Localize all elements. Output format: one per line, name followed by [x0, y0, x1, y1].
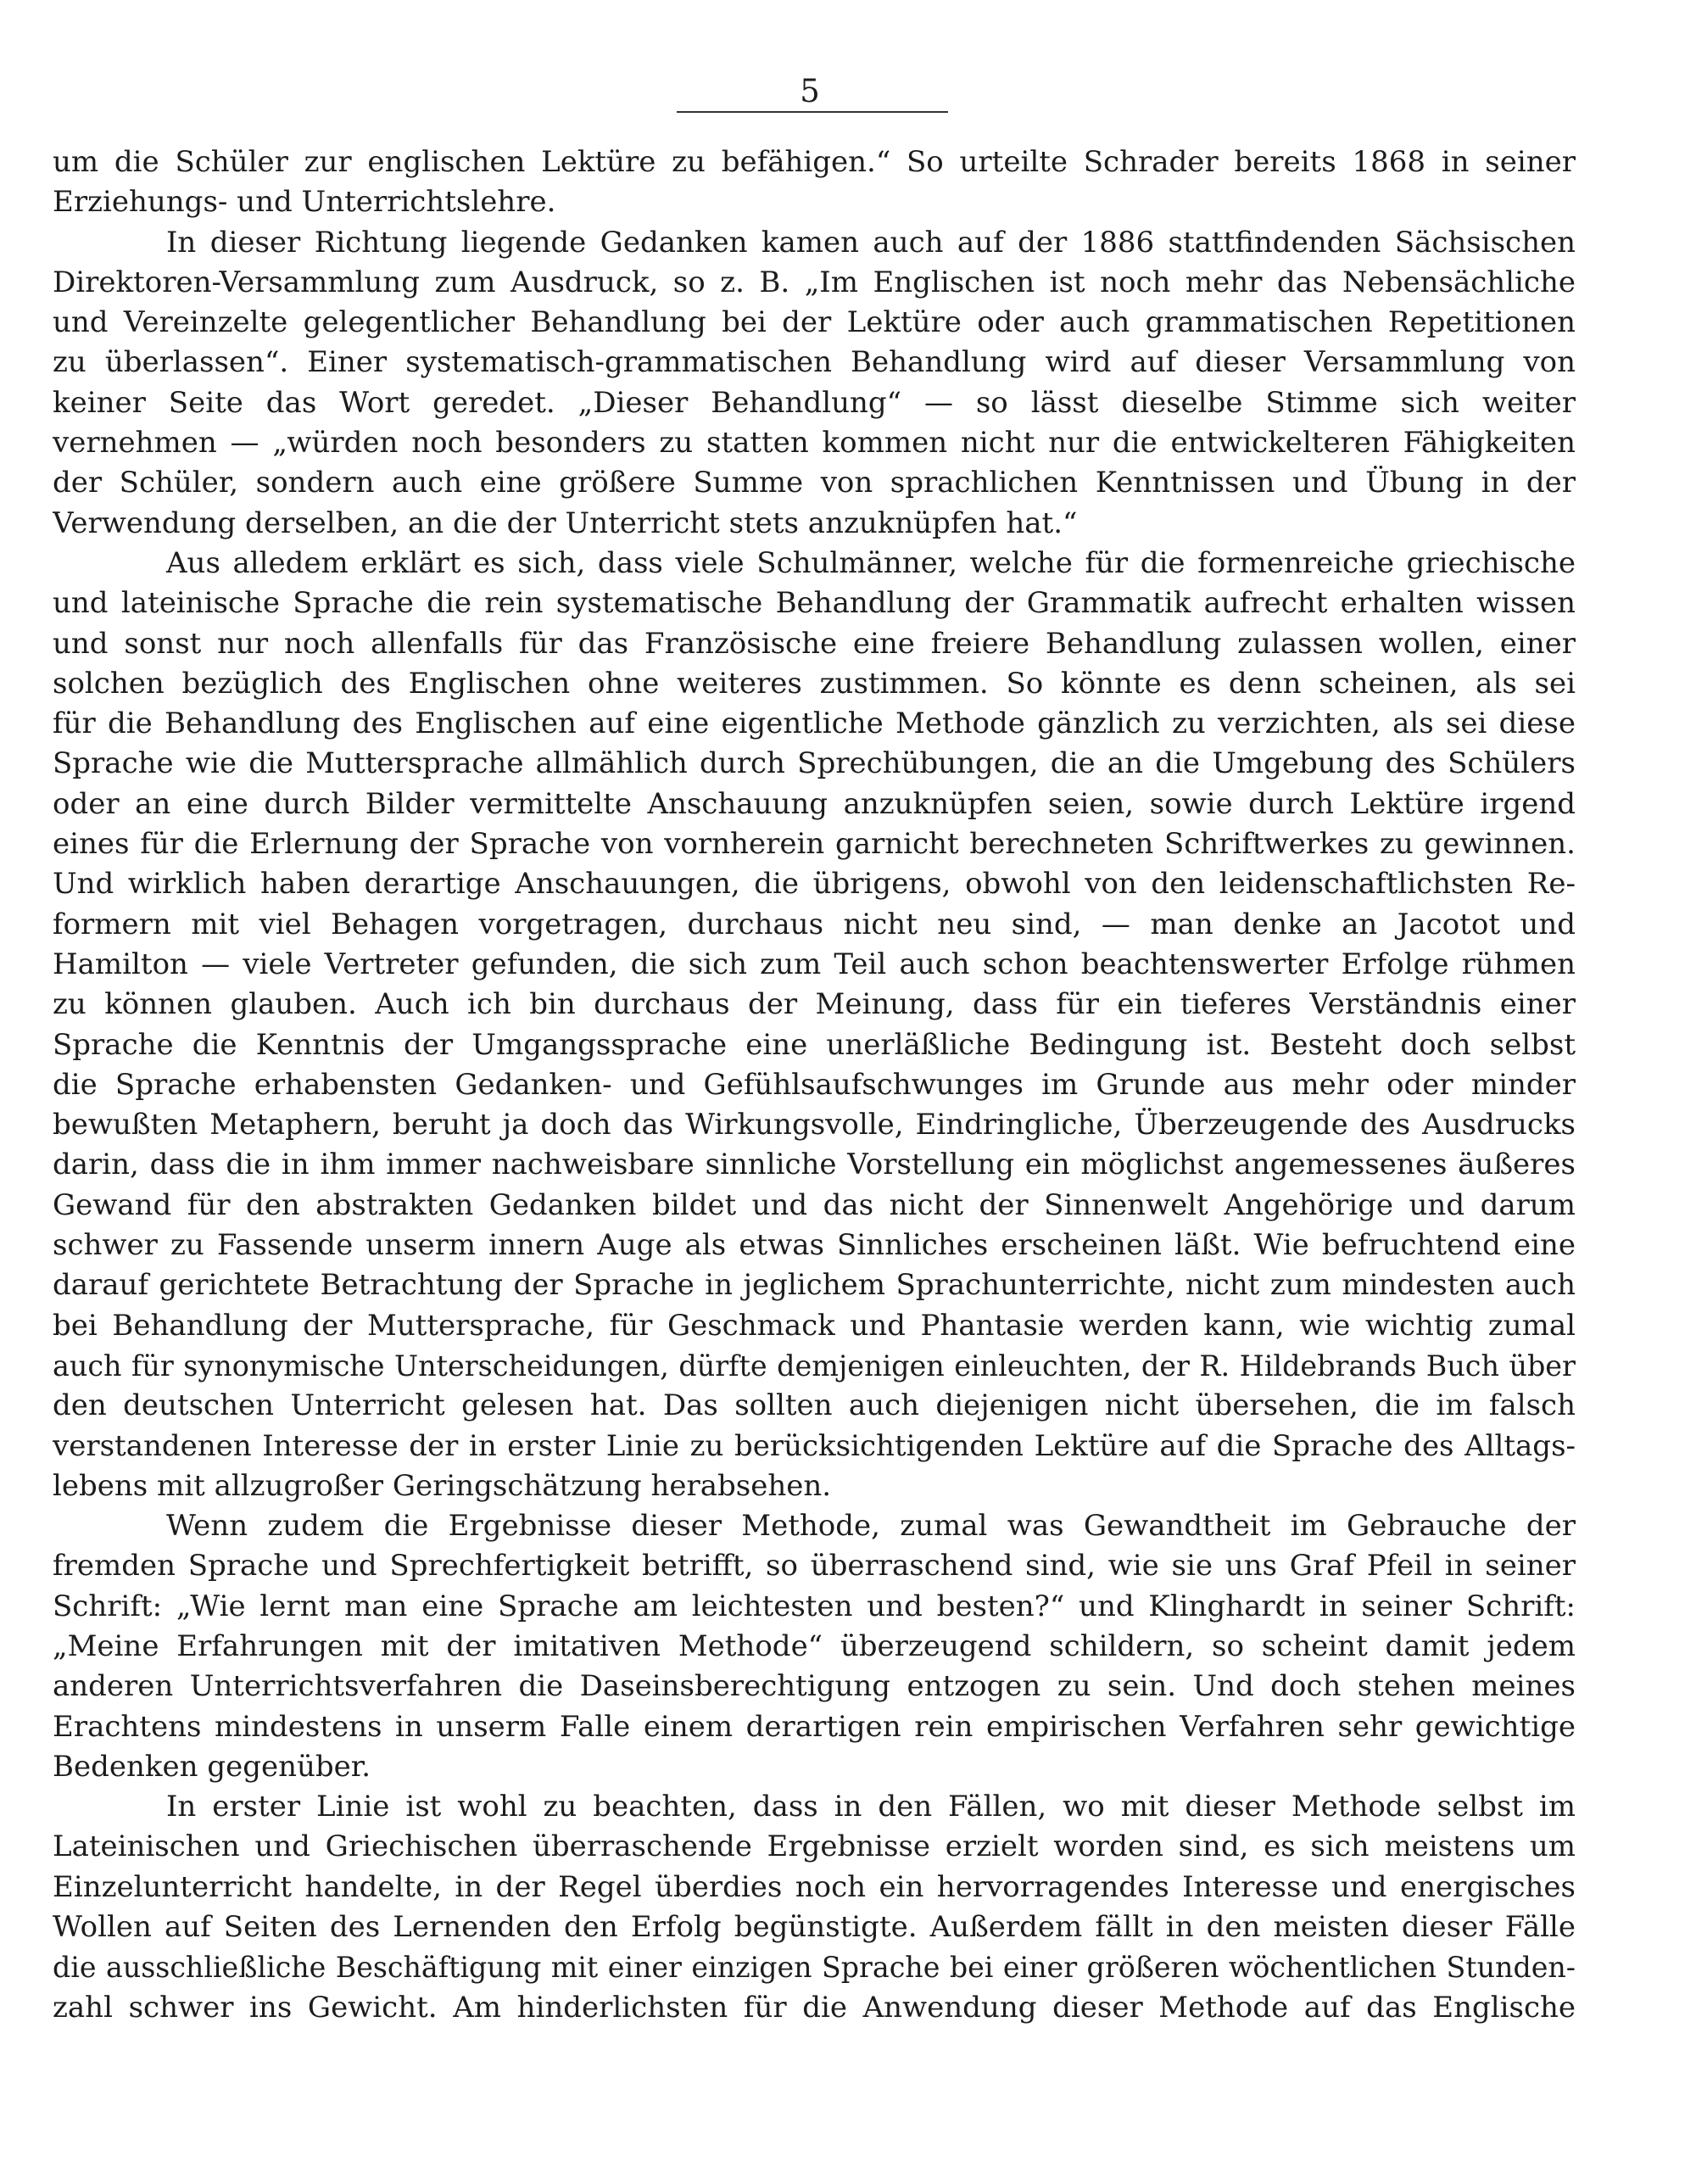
text-line: Aus alledem erklärt es sich, dass viele Schulmänner, welche für die formenreiche griechische: [166, 545, 1576, 580]
text-line: bewußten Metaphern, beruht ja doch das Wirkungsvolle, Eindringliche, Überzeugende des Ausdrucks: [53, 1108, 1576, 1142]
text-line: Hamilton — viele Vertreter gefunden, die sich zum Teil auch schon beachtenswerter Erfolge rühmen: [53, 947, 1576, 981]
text-line: und lateinische Sprache die rein systematische Behandlung der Grammatik aufrecht erhalten wissen: [53, 586, 1576, 621]
text-line: lebens mit allzugroßer Geringschätzung herabsehen.: [53, 1468, 832, 1503]
text-line: Sprache wie die Muttersprache allmählich durch Sprechübungen, die an die Umgebung des Schülers: [53, 746, 1576, 781]
text-line: den deutschen Unterricht gelesen hat. Das sollten auch diejenigen nicht übersehen, die im falsch: [53, 1388, 1576, 1423]
text-line: In dieser Richtung liegende Gedanken kamen auch auf der 1886 stattfindenden Sächsischen: [166, 225, 1576, 260]
text-line: Lateinischen und Griechischen überraschende Ergebnisse erzielt worden sind, es sich meistens um: [53, 1829, 1576, 1864]
text-line: Erziehungs- und Unterrichtslehre.: [53, 185, 556, 220]
text-line: zu überlassen“. Einer systematisch-grammatischen Behandlung wird auf dieser Versammlung von: [53, 345, 1576, 380]
body-text: [53, 142, 1576, 2028]
text-line: Direktoren-Versammlung zum Ausdruck, so z. B. „Im Englischen ist noch mehr das Nebensächliche: [53, 265, 1576, 299]
text-line: Erachtens mindestens in unserm Falle einem derartigen rein empirischen Verfahren sehr gewichtige: [53, 1709, 1576, 1744]
text-line: auch für synonymische Unterscheidungen, dürfte demjenigen einleuchten, der R. Hildebrands Buch über: [53, 1349, 1576, 1382]
text-line: Gewand für den abstrakten Gedanken bildet und das nicht der Sinnenwelt Angehörige und darum: [53, 1187, 1576, 1222]
text-line: solchen bezüglich des Englischen ohne weiteres zustimmen. So könnte es denn scheinen, als sei: [53, 666, 1576, 701]
text-line: formern mit viel Behagen vorgetragen, durchaus nicht neu sind, — man denke an Jacotot und: [53, 907, 1576, 941]
text-line: der Schüler, sondern auch eine größere Summe von sprachlichen Kenntnissen und Übung in der: [53, 466, 1576, 500]
text-line: bei Behandlung der Muttersprache, für Geschmack und Phantasie werden kann, wie wichtig zumal: [53, 1308, 1576, 1343]
text-line: verstandenen Interesse der in erster Linie zu berücksichtigenden Lektüre auf die Sprache des Alltags-: [53, 1428, 1576, 1463]
text-line: In erster Linie ist wohl zu beachten, dass in den Fällen, wo mit dieser Methode selbst im: [166, 1790, 1576, 1824]
text-line: Schrift: „Wie lernt man eine Sprache am leichtesten und besten?“ und Klinghardt in seiner Schrift:: [53, 1589, 1576, 1623]
text-line: keiner Seite das Wort geredet. „Dieser Behandlung“ — so lässt dieselbe Stimme sich weiter: [53, 385, 1576, 420]
text-line: zu können glauben. Auch ich bin durchaus der Meinung, dass für ein tieferes Verständnis einer: [53, 987, 1576, 1022]
text-line: die Sprache erhabensten Gedanken- und Gefühlsaufschwunges im Grunde aus mehr oder minder: [53, 1067, 1576, 1102]
text-line: Verwendung derselben, an die der Unterricht stets anzuknüpfen hat.“: [53, 506, 1078, 540]
text-line: für die Behandlung des Englischen auf eine eigentliche Methode gänzlich zu verzichten, als sei diese: [53, 707, 1576, 741]
text-line: fremden Sprache und Sprechfertigkeit betrifft, so überraschend sind, wie sie uns Graf Pfeil in seiner: [53, 1549, 1576, 1584]
text-line: und Vereinzelte gelegentlicher Behandlung bei der Lektüre oder auch grammatischen Repetitionen: [53, 305, 1576, 340]
text-line: oder an eine durch Bilder vermittelte Anschauung anzuknüpfen seien, sowie durch Lektüre irgend: [53, 786, 1576, 821]
text-line: Bedenken gegenüber.: [53, 1749, 371, 1784]
text-line: Sprache die Kenntnis der Umgangssprache eine unerläßliche Bedingung ist. Besteht doch selbst: [53, 1027, 1576, 1062]
text-line: zahl schwer ins Gewicht. Am hinderlichsten für die Anwendung dieser Methode auf das Englische: [53, 1990, 1576, 2025]
text-line: schwer zu Fassende unserm innern Auge als etwas Sinnliches erscheinen läßt. Wie befruchtend eine: [53, 1228, 1576, 1263]
text-line: eines für die Erlernung der Sprache von vornherein garnicht berechneten Schriftwerkes zu gewinnen.: [53, 827, 1576, 862]
header-rule: [677, 111, 948, 113]
text-line: „Meine Erfahrungen mit der imitativen Methode“ überzeugend schildern, so scheint damit jedem: [53, 1628, 1576, 1663]
text-line: um die Schüler zur englischen Lektüre zu befähigen.“ So urteilte Schrader bereits 1868 in seiner: [53, 145, 1576, 179]
text-line: die ausschließliche Beschäftigung mit einer einzigen Sprache bei einer größeren wöchentlichen Stunden-: [53, 1951, 1576, 1985]
text-line: Und wirklich haben derartige Anschauungen, die übrigens, obwohl von den leidenschaftlichsten Re-: [53, 867, 1576, 902]
text-line: Wenn zudem die Ergebnisse dieser Methode, zumal was Gewandtheit im Gebrauche der: [166, 1509, 1576, 1544]
text-line: Wollen auf Seiten des Lernenden den Erfolg begünstigte. Außerdem fällt in den meisten dieser Fälle: [53, 1910, 1576, 1945]
text-line: Einzelunterricht handelte, in der Regel überdies noch ein hervorragendes Interesse und energisches: [53, 1869, 1576, 1904]
text-line: darauf gerichtete Betrachtung der Sprache in jeglichem Sprachunterrichte, nicht zum mindesten auch: [53, 1268, 1576, 1303]
text-line: vernehmen — „würden noch besonders zu statten kommen nicht nur die entwickelteren Fähigkeiten: [53, 426, 1576, 461]
page-number: 5: [800, 73, 820, 109]
text-line: und sonst nur noch allenfalls für das Französische eine freiere Behandlung zulassen wollen, einer: [53, 626, 1576, 661]
text-line: anderen Unterrichtsverfahren die Daseinsberechtigung entzogen zu sein. Und doch stehen meines: [53, 1669, 1576, 1704]
text-line: darin, dass die in ihm immer nachweisbare sinnliche Vorstellung ein möglichst angemessenes äußeres: [53, 1148, 1576, 1182]
